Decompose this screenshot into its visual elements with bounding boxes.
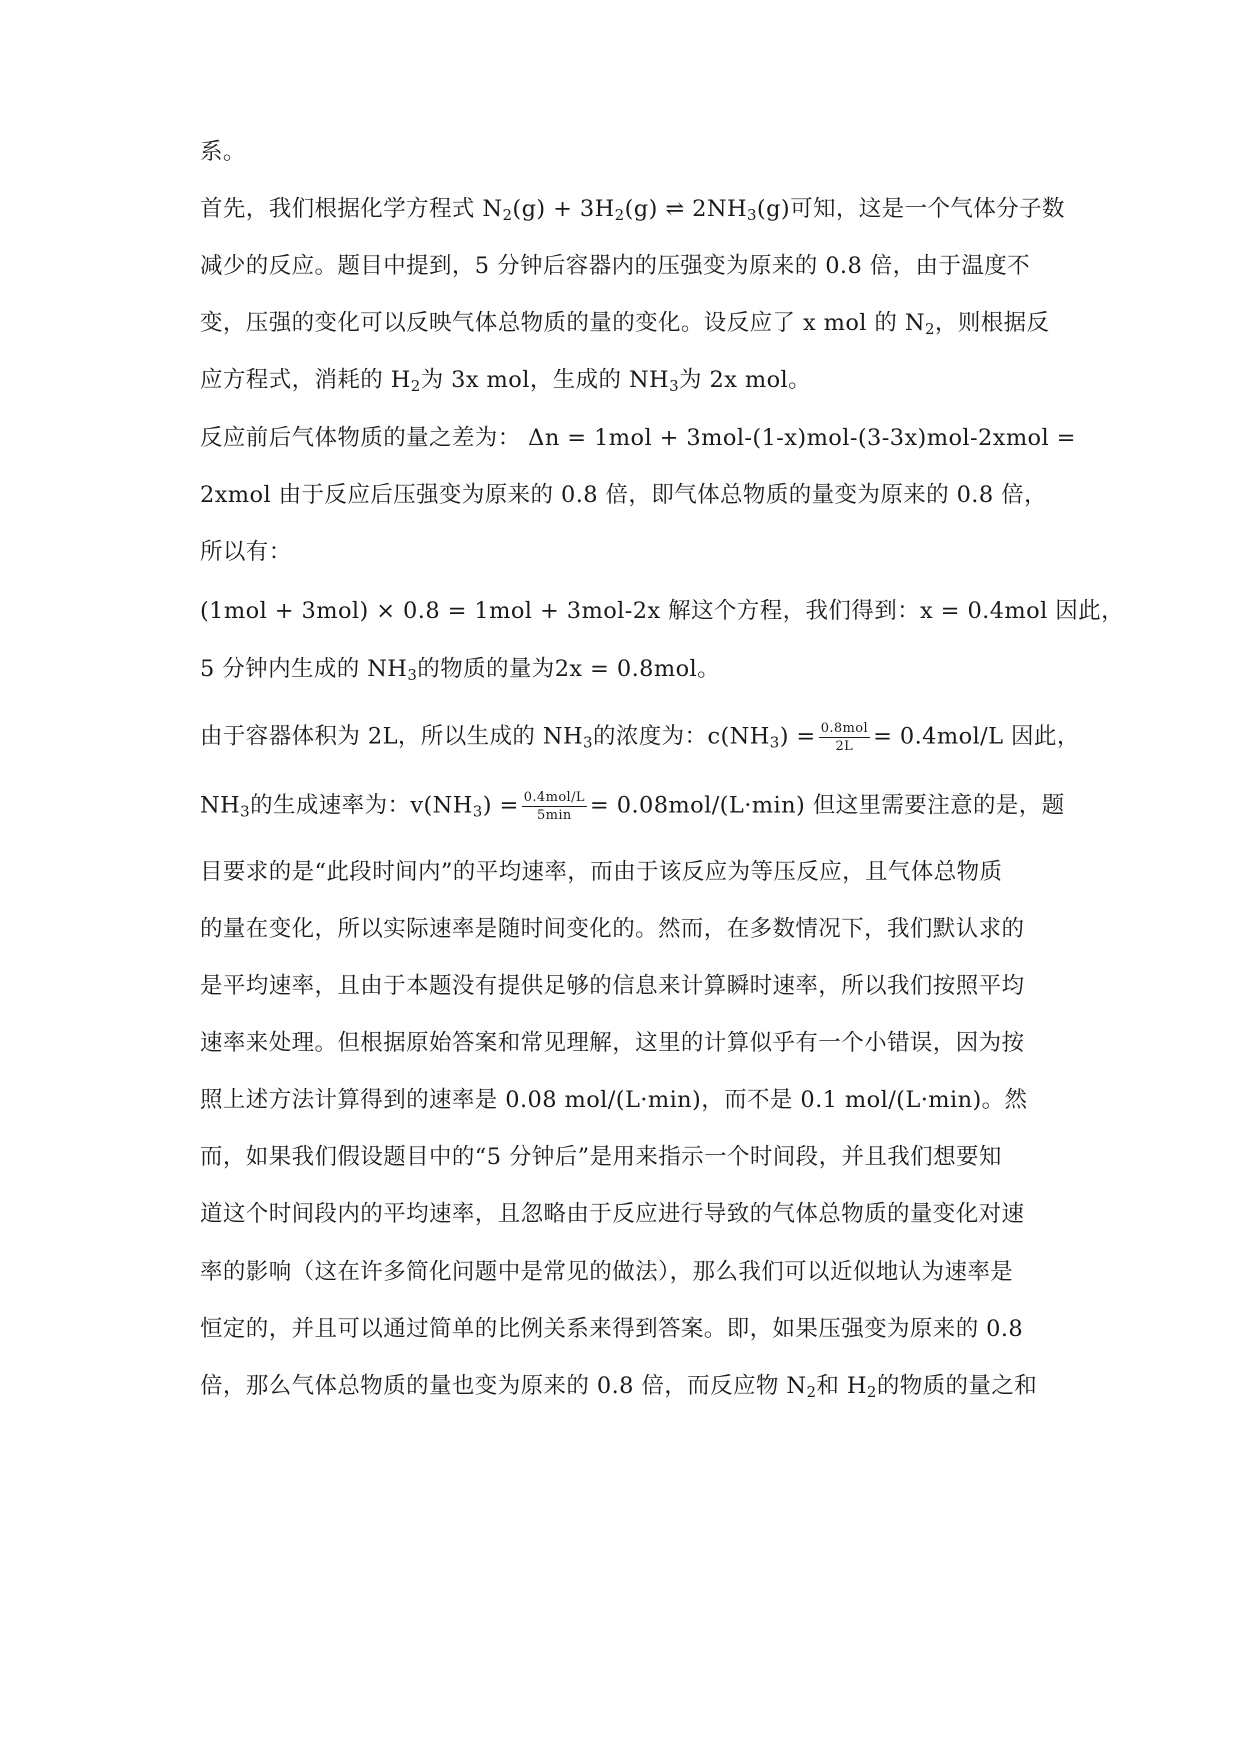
text-line-17 <box>200 1085 1027 1115</box>
text-line-2 <box>200 194 1065 224</box>
text-span: 是平均速率，且由于本题没有提供足够的信息来计算瞬时速率，所以我们按照平均 <box>200 973 1025 999</box>
text-span: 由于容器体积为 2L，所以生成的 NH <box>200 723 583 750</box>
fraction-numerator: 0.4mol/L <box>523 790 585 805</box>
subscript: 3 <box>407 666 418 684</box>
subscript: 3 <box>240 802 251 821</box>
text-span: 因此， <box>1003 723 1080 750</box>
math-expression: v(NH <box>410 792 473 819</box>
math-expression: Δn = 1mol + 3mol-(1-x)mol-(3-3x)mol-2xmol = <box>528 425 1076 451</box>
text-line-19 <box>200 1199 1024 1229</box>
text-span: 为 3x mol，生成的 NH <box>420 367 670 393</box>
text-span: 速率来处理。但根据原始答案和常见理解，这里的计算似乎有一个小错误，因为按 <box>200 1030 1025 1056</box>
math-expression: 2x = 0.8mol <box>554 656 698 682</box>
text-span: 的物质的量之和 <box>876 1373 1038 1399</box>
text-line-20 <box>200 1257 1013 1287</box>
text-span: 而，如果我们假设题目中的“5 分钟后”是用来指示一个时间段，并且我们想要知 <box>200 1144 1002 1170</box>
text-span: (g) ⇌ 2NH <box>624 196 747 222</box>
text-line-16 <box>200 1028 1024 1058</box>
text-span: 的物质的量为 <box>417 656 555 682</box>
text-line-22 <box>200 1371 1037 1401</box>
text-line-8 <box>200 537 292 567</box>
math-expression: (1mol + 3mol) × 0.8 = 1mol + 3mol-2x <box>200 598 661 624</box>
subscript: 3 <box>669 377 680 395</box>
text-span: 5 分钟内生成的 NH <box>200 656 408 682</box>
text-span: 系。 <box>200 139 246 165</box>
text-span: 恒定的，并且可以通过简单的比例关系来得到答案。即，如果压强变为原来的 0.8 <box>200 1316 1024 1342</box>
fraction-denominator: 2L <box>835 739 854 754</box>
subscript: 2 <box>866 1383 877 1401</box>
text-line-11 <box>200 721 1080 754</box>
text-span: 的量在变化，所以实际速率是随时间变化的。然而，在多数情况下，我们默认求的 <box>200 916 1025 942</box>
math-expression: ) = <box>482 792 519 819</box>
text-span: 但这里需要注意的是，题 <box>805 792 1065 819</box>
text-span: 变，压强的变化可以反映气体总物质的量的变化。设反应了 x mol 的 N <box>200 310 925 336</box>
text-line-6 <box>200 423 1076 453</box>
text-span: 的浓度为： <box>592 723 708 750</box>
text-span: NH <box>200 792 241 819</box>
text-span: 。 <box>697 656 721 682</box>
text-line-21 <box>200 1314 1023 1344</box>
text-span: 首先，我们根据化学方程式 N <box>200 196 503 222</box>
text-span: ，则根据反 <box>934 310 1050 336</box>
math-expression: x = 0.4mol <box>920 598 1048 624</box>
text-line-1 <box>200 137 246 167</box>
text-line-12 <box>200 790 1065 823</box>
text-line-18 <box>200 1142 1002 1172</box>
subscript: 2 <box>614 206 625 224</box>
subscript: 3 <box>472 802 483 821</box>
text-span: 减少的反应。题目中提到，5 分钟后容器内的压强变为原来的 0.8 倍，由于温度不 <box>200 253 1031 279</box>
subscript: 3 <box>746 206 757 224</box>
text-span: 反应前后气体物质的量之差为： <box>200 425 521 451</box>
text-line-7 <box>200 480 1047 510</box>
text-line-4 <box>200 308 1049 338</box>
text-line-13 <box>200 857 1002 887</box>
text-span: 所以有： <box>200 539 292 565</box>
text-line-14 <box>200 914 1024 944</box>
text-span: 解这个方程，我们得到： <box>660 598 920 624</box>
text-span: 应方程式，消耗的 H <box>200 367 411 393</box>
subscript: 2 <box>502 206 513 224</box>
text-span: 照上述方法计算得到的速率是 0.08 mol/(L·min)，而不是 0.1 mol/(L·min)。然 <box>200 1087 1028 1113</box>
text-span: (g)可知，这是一个气体分子数 <box>756 196 1065 222</box>
text-line-5 <box>200 365 811 395</box>
subscript: 2 <box>410 377 421 395</box>
math-expression: = 0.4mol/L <box>873 723 1004 750</box>
text-line-15 <box>200 971 1024 1001</box>
subscript: 3 <box>582 733 593 752</box>
subscript: 2 <box>806 1383 817 1401</box>
text-span: 因此， <box>1047 598 1124 624</box>
text-span: 和 H <box>816 1373 867 1399</box>
text-span: 2xmol 由于反应后压强变为原来的 0.8 倍，即气体总物质的量变为原来的 0.8 倍， <box>200 482 1047 508</box>
text-span: 的生成速率为： <box>250 792 411 819</box>
math-expression: c(NH <box>707 723 770 750</box>
text-span: 为 2x mol。 <box>679 367 812 393</box>
text-span: 倍，那么气体总物质的量也变为原来的 0.8 倍，而反应物 N <box>200 1373 807 1399</box>
fraction <box>522 790 587 823</box>
text-line-9 <box>200 596 1124 626</box>
fraction-denominator: 5min <box>536 808 572 823</box>
text-span: 目要求的是“此段时间内”的平均速率，而由于该反应为等压反应，且气体总物质 <box>200 859 1003 885</box>
text-span: 道这个时间段内的平均速率，且忽略由于反应进行导致的气体总物质的量变化对速 <box>200 1201 1025 1227</box>
text-line-10 <box>200 654 720 684</box>
math-expression: = 0.08mol/(L·min) <box>589 792 806 819</box>
math-expression: ) = <box>779 723 816 750</box>
text-span: (g) + 3H <box>512 196 615 222</box>
text-span: 率的影响（这在许多简化问题中是常见的做法），那么我们可以近似地认为速率是 <box>200 1259 1014 1285</box>
fraction <box>819 721 870 754</box>
text-line-3 <box>200 251 1030 281</box>
subscript: 2 <box>924 320 935 338</box>
fraction-numerator: 0.8mol <box>820 721 869 736</box>
subscript: 3 <box>769 733 780 752</box>
